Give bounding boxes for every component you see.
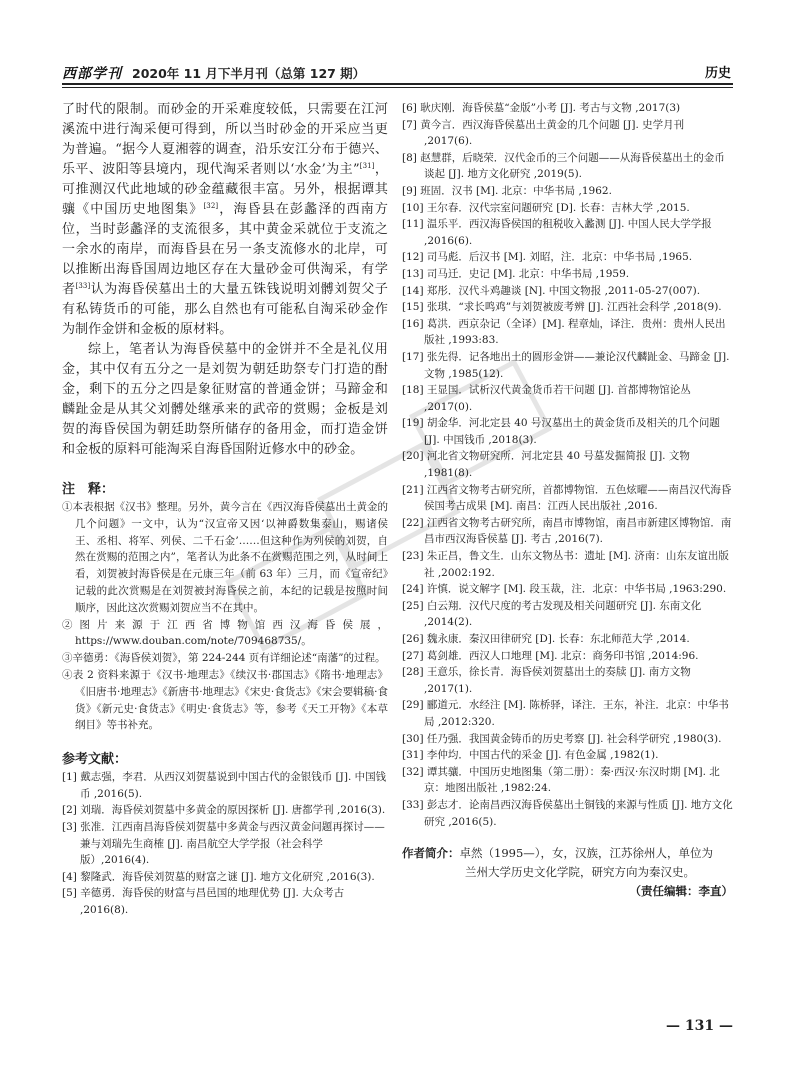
header-rule <box>62 83 733 85</box>
reference-item: [1] 戴志强，李君．从西汉刘贺墓说到中国古代的金银钱币 [J]. 中国钱币 ,2016(5). <box>62 771 387 800</box>
reference-item: [31] 李仲均．中国古代的采金 [J]. 有色金属 ,1982(1). <box>402 749 659 762</box>
reference-item: [29] 郦道元．水经注 [M]. 陈桥驿，译注．王东，补注．北京：中华书局 ,2012:320. <box>402 699 729 728</box>
reference-item: [27] 葛剑雄．西汉人口地理 [M]. 北京：商务印书馆 ,2014:96. <box>402 649 699 662</box>
reference-item: [12] 司马彪．后汉书 [M]. 刘昭，注．北京：中华书局 ,1965. <box>402 251 693 264</box>
author-label: 作者简介： <box>402 846 460 861</box>
reference-item: [32] 谭其骧．中国历史地图集（第二册）：秦·西汉·东汉时期 [M]. 北京：地图出版社 ,1982:24. <box>402 765 720 795</box>
left-column <box>62 100 388 919</box>
citation-33: [33] <box>75 282 91 290</box>
note-item: ③辛德勇：《海昏侯刘贺》，第 224-244 页有详细论述“南藩”的过程。 <box>62 652 386 665</box>
reference-item: [3] 张准．江西南昌海昏侯刘贺墓中多黄金与西汉黄金问题再探讨——兼与刘瑞先生商榷 [J]. 南昌航空大学学报（社会科学版）,2016(4). <box>62 820 385 867</box>
body-paragraph-1: 了时代的限制。而砂金的开采难度较低，只需要在江河溪流中进行淘采便可得到，所以当时砂金的开采应当更为普遍。“据今人夏湘蓉的调查，沿乐安江分布于德兴、乐平、波阳等县境内，现代淘采者则以‘水金’为主”[31]，可推测汉代此地域的砂金蕴藏很丰富。另外，根据谭其骧《中国历史地图集》[32]，海昏县在彭蠡泽的西南方位，当时彭蠡泽的支流很多，其中黄金采就位于支流之一余水的南岸，而海昏县在另一条支流修水的北岸，可以推断出海昏国周边地区存在大量砂金可供淘采，有学者[33]认为海昏侯墓出土的大量五铢钱说明刘髆刘贺父子有私铸货币的可能，那么自然也有可能私自淘采砂金作为制作金饼和金板的原材料。 <box>62 102 389 337</box>
reference-item: [26] 魏永康．秦汉田律研究 [D]. 长春：东北师范大学 ,2014. <box>402 633 690 645</box>
note-item: ①本表根据《汉书》整理。另外，黄今言在《西汉海昏侯墓出土黄金的几个问题》一文中，认为“汉宣帝又因‘以神爵数集泰山，赐诸侯王、丞相、将军、列侯、二千石金’……但这种作为列侯的刘贺，自然在赏赐的范围之内”，笔者认为此条不在赏赐范围之列，从时间上看，刘贺被封海昏侯是在元康三年（前 63 年）三月，而《宣帝纪》记载的此次赏赐是在刘贺被封海昏侯之前，本纪的记载是按照时间顺序，因此这次赏赐刘贺应当不在其中。 <box>62 501 388 614</box>
page-header <box>62 62 733 84</box>
reference-item: [16] 葛洪．西京杂记（全译）[M]. 程章灿，译注．贵州：贵州人民出版社 ,1993:83. <box>402 317 726 347</box>
reference-item: [19] 胡金华．河北定县 40 号汉墓出土的黄金货币及相关的几个问题 [J]. 中国钱币 ,2018(3). <box>402 417 720 446</box>
author-line-2: 兰州大学历史文化学院，研究方向为秦汉史。 <box>465 865 695 880</box>
reference-item: [33] 彭志才．论南昌西汉海昏侯墓出土铜钱的来源与性质 [J]. 地方文化研究 ,2016(5). <box>402 798 733 828</box>
reference-item: [8] 赵慧群，后晓荣．汉代金币的三个问题——从海昏侯墓出土的金币谈起 [J]. 地方文化研究 ,2019(5). <box>402 151 725 181</box>
issue-info: 2020年 11 月下半月刊（总第 127 期） <box>132 66 366 81</box>
note-item: ②图片来源于江西省博物馆西汉海昏侯展，https://www.douban.com/note/709468735/。 <box>62 618 388 648</box>
reference-item: [30] 任乃强．我国黄金铸币的历史考察 [J]. 社会科学研究 ,1980(3). <box>402 732 722 745</box>
citation-32: [32] <box>203 202 219 210</box>
reference-item: [18] 王显国．试析汉代黄金货币若干问题 [J]. 首都博物馆论丛 ,2017(0). <box>402 384 691 413</box>
citation-31: [31] <box>359 162 375 170</box>
note-item: ④表 2 资料来源于《汉书·地理志》《续汉书·郡国志》《隋书·地理志》《旧唐书·地理志》《新唐书·地理志》《宋史·食货志》《宋会要辑稿·食货》《新元史·食货志》《明史·食货志》等，参考《天工开物》《本草纲目》等书补充。 <box>62 668 388 732</box>
reference-item: [15] 张琪．“求长鸣鸡”与刘贺被废考辨 [J]. 江西社会科学 ,2018(9). <box>402 301 722 314</box>
reference-item: [7] 黄今言．西汉海昏侯墓出土黄金的几个问题 [J]. 史学月刊 ,2017(6). <box>402 118 685 148</box>
reference-item: [4] 黎隆武．海昏侯刘贺墓的财富之谜 [J]. 地方文化研究 ,2016(3). <box>62 870 375 883</box>
responsible-editor: （责任编辑：李直） <box>629 884 733 899</box>
references-title: 参考文献： <box>62 752 128 768</box>
author-bio <box>402 844 733 882</box>
right-column <box>402 100 733 899</box>
author-line-1: 卓然（1995—），女，汉族，江苏徐州人，单位为 <box>459 846 714 861</box>
reference-item: [24] 许慎．说文解字 [M]. 段玉裁，注．北京：中华书局 ,1963:290. <box>402 583 727 596</box>
reference-item: [25] 白云翔．汉代尺度的考古发现及相关问题研究 [J]. 东南文化 ,2014(2). <box>402 599 702 629</box>
section-label: 历史 <box>704 66 731 81</box>
reference-item: [20] 河北省文物研究所．河北定县 40 号墓发掘简报 [J]. 文物 ,1981(8). <box>402 450 690 480</box>
reference-item: [13] 司马迁．史记 [M]. 北京：中华书局 ,1959. <box>402 267 630 280</box>
page-number: — 131 — <box>666 1018 733 1034</box>
body-paragraph-2: 综上，笔者认为海昏侯墓中的金饼并不全是礼仪用金，其中仅有五分之一是刘贺为朝廷助祭专门打造的酎金，剩下的五分之四是象征财富的普通金饼；马蹄金和麟趾金是从其父刘髆处继承来的武帝的赏赐；金板是刘贺的海昏侯国为朝廷助祭所储存的备用金，而打造金饼和金板的原料可能淘采自海昏国附近修水中的砂金。 <box>62 342 388 457</box>
reference-item: [17] 张先得．记各地出土的圆形金饼——兼论汉代麟趾金、马蹄金 [J]. 文物 ,1985(12). <box>402 350 730 380</box>
reference-item: [6] 耿庆刚．海昏侯墓“金版”小考 [J]. 考古与文物 ,2017(3) <box>402 102 681 114</box>
reference-item: [14] 郑彤．汉代斗鸡趣谈 [N]. 中国文物报 ,2011-05-27(007). <box>402 284 701 297</box>
journal-logo: 西部学刊 <box>62 66 122 82</box>
reference-item: [22] 江西省文物考古研究所，南昌市博物馆，南昌市新建区博物馆．南昌市西汉海昏侯墓 [J]. 考古 ,2016(7). <box>402 516 732 546</box>
reference-item: [2] 刘瑞．海昏侯刘贺墓中多黄金的原因探析 [J]. 唐都学刊 ,2016(3). <box>62 804 386 817</box>
reference-item: [9] 班固．汉书 [M]. 北京：中华书局 ,1962. <box>402 184 612 197</box>
reference-item: [28] 王意乐，徐长青．海昏侯刘贺墓出土的奏牍 [J]. 南方文物 ,2017(1). <box>402 666 691 695</box>
reference-item: [11] 温乐平．西汉海昏侯国的租税收入蠡测 [J]. 中国人民大学学报 ,2016(6). <box>402 218 712 247</box>
notes-title: 注 释： <box>62 482 115 497</box>
header-rule-thin <box>62 87 733 88</box>
reference-item: [23] 朱正昌，鲁文生．山东文物丛书：遗址 [M]. 济南：山东友谊出版社 ,2002:192. <box>402 550 729 579</box>
reference-item: [10] 王尔春．汉代宗室问题研究 [D]. 长春：吉林大学 ,2015. <box>402 201 690 214</box>
reference-item: [21] 江西省文物考古研究所，首都博物馆．五色炫曜——南昌汉代海昏侯国考古成果 [M]. 南昌：江西人民出版社 ,2016. <box>402 483 732 513</box>
reference-item: [5] 辛德勇．海昏侯的财富与昌邑国的地理优势 [J]. 大众考古 ,2016(8). <box>62 887 345 916</box>
